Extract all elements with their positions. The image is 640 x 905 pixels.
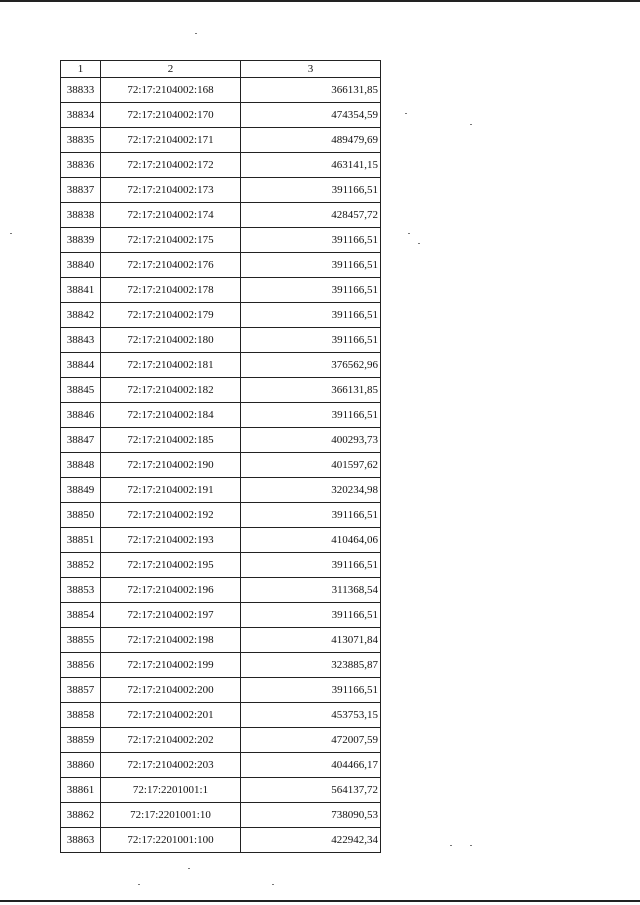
cadastral-number-cell: 72:17:2104002:203 xyxy=(101,753,241,778)
cadastral-number-cell: 72:17:2104002:176 xyxy=(101,253,241,278)
table-body xyxy=(61,78,381,853)
cadastral-number-cell: 72:17:2201001:10 xyxy=(101,803,241,828)
cadastral-value-cell: 391166,51 xyxy=(241,503,381,528)
row-number-cell: 38843 xyxy=(61,328,101,353)
cadastral-value-cell: 391166,51 xyxy=(241,178,381,203)
scan-speck xyxy=(10,233,12,234)
table-row xyxy=(61,553,381,578)
row-number-cell: 38851 xyxy=(61,528,101,553)
table-row xyxy=(61,128,381,153)
cadastral-value-cell: 391166,51 xyxy=(241,303,381,328)
row-number-cell: 38836 xyxy=(61,153,101,178)
cadastral-number-cell: 72:17:2104002:168 xyxy=(101,78,241,103)
row-number-cell: 38840 xyxy=(61,253,101,278)
row-number-cell: 38859 xyxy=(61,728,101,753)
cadastral-number-cell: 72:17:2104002:173 xyxy=(101,178,241,203)
cadastral-value-cell: 391166,51 xyxy=(241,603,381,628)
cadastral-value-cell: 428457,72 xyxy=(241,203,381,228)
table-row xyxy=(61,428,381,453)
cadastral-value-cell: 391166,51 xyxy=(241,403,381,428)
row-number-cell: 38842 xyxy=(61,303,101,328)
row-number-cell: 38845 xyxy=(61,378,101,403)
cadastral-number-cell: 72:17:2201001:100 xyxy=(101,828,241,853)
column-header-cadastral-number: 2 xyxy=(101,61,241,78)
row-number-cell: 38844 xyxy=(61,353,101,378)
table-row xyxy=(61,228,381,253)
cadastral-value-cell: 391166,51 xyxy=(241,553,381,578)
row-number-cell: 38856 xyxy=(61,653,101,678)
table-header-row xyxy=(61,61,381,78)
cadastral-value-cell: 311368,54 xyxy=(241,578,381,603)
cadastral-number-cell: 72:17:2104002:202 xyxy=(101,728,241,753)
table-row xyxy=(61,278,381,303)
cadastral-number-cell: 72:17:2104002:179 xyxy=(101,303,241,328)
cadastral-value-cell: 376562,96 xyxy=(241,353,381,378)
table-row xyxy=(61,253,381,278)
row-number-cell: 38838 xyxy=(61,203,101,228)
cadastral-value-cell: 422942,34 xyxy=(241,828,381,853)
scan-speck xyxy=(405,113,407,114)
table-row xyxy=(61,78,381,103)
page-bottom-edge xyxy=(0,900,640,902)
table-row xyxy=(61,303,381,328)
cadastral-value-cell: 413071,84 xyxy=(241,628,381,653)
cadastral-value-cell: 472007,59 xyxy=(241,728,381,753)
row-number-cell: 38839 xyxy=(61,228,101,253)
cadastral-number-cell: 72:17:2104002:180 xyxy=(101,328,241,353)
row-number-cell: 38834 xyxy=(61,103,101,128)
cadastral-number-cell: 72:17:2104002:184 xyxy=(101,403,241,428)
table-row xyxy=(61,478,381,503)
table-row xyxy=(61,628,381,653)
scan-speck xyxy=(408,233,410,234)
scan-speck xyxy=(138,884,140,885)
cadastral-value-cell: 410464,06 xyxy=(241,528,381,553)
cadastral-number-cell: 72:17:2104002:198 xyxy=(101,628,241,653)
scan-speck xyxy=(418,243,420,244)
cadastral-value-cell: 391166,51 xyxy=(241,678,381,703)
cadastral-value-cell: 474354,59 xyxy=(241,103,381,128)
row-number-cell: 38835 xyxy=(61,128,101,153)
cadastral-number-cell: 72:17:2104002:172 xyxy=(101,153,241,178)
cadastral-value-cell: 453753,15 xyxy=(241,703,381,728)
table-row xyxy=(61,153,381,178)
table-row xyxy=(61,828,381,853)
row-number-cell: 38849 xyxy=(61,478,101,503)
cadastral-number-cell: 72:17:2104002:185 xyxy=(101,428,241,453)
table-row xyxy=(61,578,381,603)
cadastral-number-cell: 72:17:2104002:174 xyxy=(101,203,241,228)
table-row xyxy=(61,503,381,528)
table-row xyxy=(61,653,381,678)
scan-speck xyxy=(188,868,190,869)
table-row xyxy=(61,403,381,428)
table-row xyxy=(61,378,381,403)
cadastral-number-cell: 72:17:2104002:192 xyxy=(101,503,241,528)
cadastral-value-cell: 401597,62 xyxy=(241,453,381,478)
row-number-cell: 38837 xyxy=(61,178,101,203)
row-number-cell: 38833 xyxy=(61,78,101,103)
table-row xyxy=(61,603,381,628)
cadastral-value-cell: 391166,51 xyxy=(241,278,381,303)
scan-speck xyxy=(195,33,197,34)
row-number-cell: 38863 xyxy=(61,828,101,853)
cadastral-value-cell: 391166,51 xyxy=(241,228,381,253)
cadastral-value-cell: 463141,15 xyxy=(241,153,381,178)
cadastral-number-cell: 72:17:2104002:200 xyxy=(101,678,241,703)
cadastral-number-cell: 72:17:2104002:190 xyxy=(101,453,241,478)
cadastral-number-cell: 72:17:2104002:201 xyxy=(101,703,241,728)
row-number-cell: 38860 xyxy=(61,753,101,778)
scan-speck xyxy=(450,845,452,846)
cadastral-number-cell: 72:17:2104002:195 xyxy=(101,553,241,578)
cadastral-number-cell: 72:17:2104002:182 xyxy=(101,378,241,403)
row-number-cell: 38853 xyxy=(61,578,101,603)
scan-speck xyxy=(470,124,472,125)
cadastral-value-cell: 320234,98 xyxy=(241,478,381,503)
scan-speck xyxy=(272,884,274,885)
table-row xyxy=(61,778,381,803)
cadastral-value-cell: 738090,53 xyxy=(241,803,381,828)
cadastral-value-cell: 489479,69 xyxy=(241,128,381,153)
cadastral-value-cell: 366131,85 xyxy=(241,378,381,403)
table-row xyxy=(61,678,381,703)
table-row xyxy=(61,353,381,378)
table-row xyxy=(61,103,381,128)
row-number-cell: 38841 xyxy=(61,278,101,303)
table-row xyxy=(61,803,381,828)
row-number-cell: 38858 xyxy=(61,703,101,728)
table-row xyxy=(61,178,381,203)
cadastral-number-cell: 72:17:2104002:178 xyxy=(101,278,241,303)
cadastral-number-cell: 72:17:2104002:199 xyxy=(101,653,241,678)
cadastral-value-table xyxy=(60,60,381,853)
column-header-number: 1 xyxy=(61,61,101,78)
table-row xyxy=(61,703,381,728)
table-row xyxy=(61,328,381,353)
row-number-cell: 38862 xyxy=(61,803,101,828)
table-row xyxy=(61,728,381,753)
cadastral-number-cell: 72:17:2201001:1 xyxy=(101,778,241,803)
cadastral-value-cell: 391166,51 xyxy=(241,253,381,278)
table-row xyxy=(61,528,381,553)
cadastral-value-cell: 366131,85 xyxy=(241,78,381,103)
row-number-cell: 38854 xyxy=(61,603,101,628)
cadastral-number-cell: 72:17:2104002:171 xyxy=(101,128,241,153)
column-header-value: 3 xyxy=(241,61,381,78)
row-number-cell: 38848 xyxy=(61,453,101,478)
row-number-cell: 38846 xyxy=(61,403,101,428)
cadastral-value-cell: 404466,17 xyxy=(241,753,381,778)
row-number-cell: 38861 xyxy=(61,778,101,803)
row-number-cell: 38847 xyxy=(61,428,101,453)
row-number-cell: 38857 xyxy=(61,678,101,703)
cadastral-number-cell: 72:17:2104002:175 xyxy=(101,228,241,253)
cadastral-number-cell: 72:17:2104002:181 xyxy=(101,353,241,378)
table-row xyxy=(61,203,381,228)
row-number-cell: 38852 xyxy=(61,553,101,578)
cadastral-number-cell: 72:17:2104002:170 xyxy=(101,103,241,128)
cadastral-value-cell: 400293,73 xyxy=(241,428,381,453)
row-number-cell: 38850 xyxy=(61,503,101,528)
row-number-cell: 38855 xyxy=(61,628,101,653)
cadastral-value-cell: 564137,72 xyxy=(241,778,381,803)
cadastral-number-cell: 72:17:2104002:193 xyxy=(101,528,241,553)
cadastral-value-cell: 323885,87 xyxy=(241,653,381,678)
cadastral-value-cell: 391166,51 xyxy=(241,328,381,353)
scan-speck xyxy=(470,845,472,846)
cadastral-number-cell: 72:17:2104002:191 xyxy=(101,478,241,503)
table-row xyxy=(61,453,381,478)
page-top-edge xyxy=(0,0,640,2)
cadastral-number-cell: 72:17:2104002:197 xyxy=(101,603,241,628)
cadastral-number-cell: 72:17:2104002:196 xyxy=(101,578,241,603)
table-row xyxy=(61,753,381,778)
